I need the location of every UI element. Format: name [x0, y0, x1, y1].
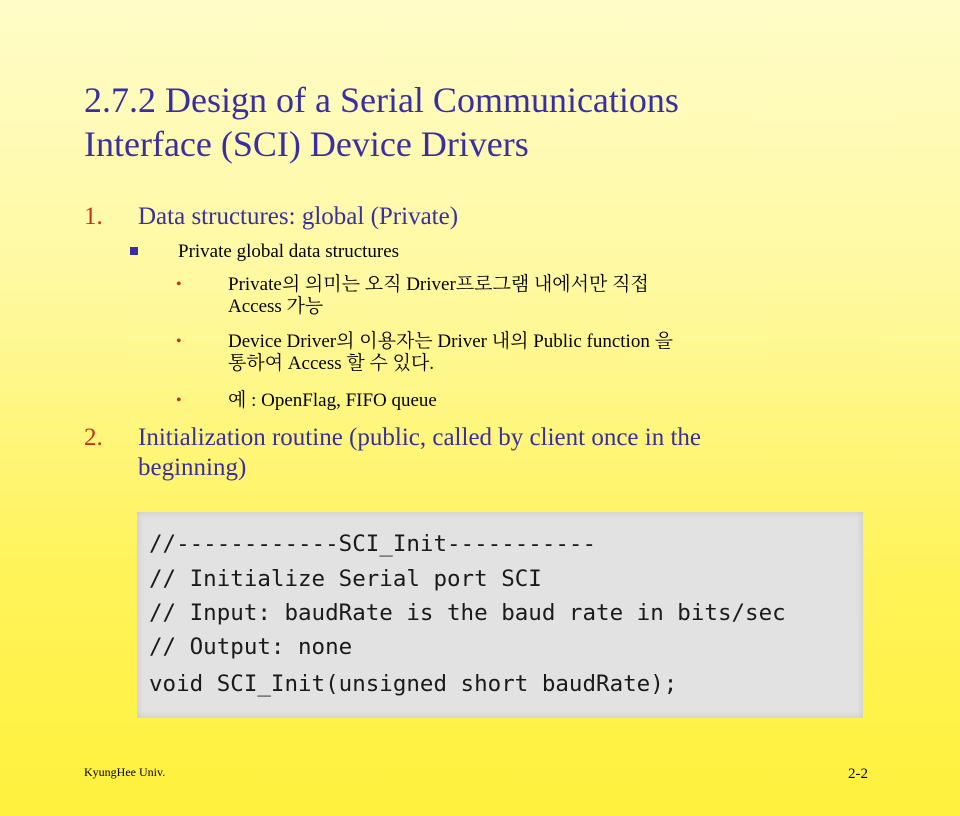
code-line: // Output: none — [149, 634, 353, 660]
bullet-dot-icon: • — [176, 276, 182, 293]
bullet-text-line: Access 가능 — [228, 296, 324, 317]
bullet-text-line: Device Driver의 이용자는 Driver 내의 Public function 을 — [228, 331, 673, 352]
code-line: void SCI_Init(unsigned short baudRate); — [149, 671, 678, 697]
list-item-text-line: beginning) — [138, 454, 247, 481]
list-item-number: 1. — [84, 203, 103, 230]
code-line: // Input: baudRate is the baud rate in bits/sec — [149, 600, 786, 626]
list-item-text: Data structures: global (Private) — [138, 203, 459, 230]
code-line: // Initialize Serial port SCI — [149, 566, 542, 592]
sub-item-text: Private global data structures — [178, 241, 400, 262]
footer-institution: KyungHee Univ. — [84, 765, 166, 779]
bullet-dot-icon: • — [176, 392, 182, 409]
slide-title — [84, 78, 924, 166]
list-item-text-line: Initialization routine (public, called by client once in the — [138, 424, 702, 451]
page-number: 2-2 — [848, 766, 868, 782]
bullet-dot-icon: • — [176, 333, 182, 350]
code-line: //------------SCI_Init----------- — [149, 531, 597, 557]
list-item-number: 2. — [84, 424, 103, 451]
bullet-text-line: 예 : OpenFlag, FIFO queue — [228, 390, 437, 411]
square-bullet-icon — [130, 247, 138, 255]
bullet-text-line: 통하여 Access 할 수 있다. — [228, 353, 435, 374]
slide-title-line-1: 2.7.2 Design of a Serial Communications — [84, 80, 679, 120]
bullet-text-line: Private의 의미는 오직 Driver프로그램 내에서만 직접 — [228, 274, 649, 295]
code-snippet-image — [137, 512, 863, 718]
slide-title-line-2: Interface (SCI) Device Drivers — [84, 124, 529, 164]
